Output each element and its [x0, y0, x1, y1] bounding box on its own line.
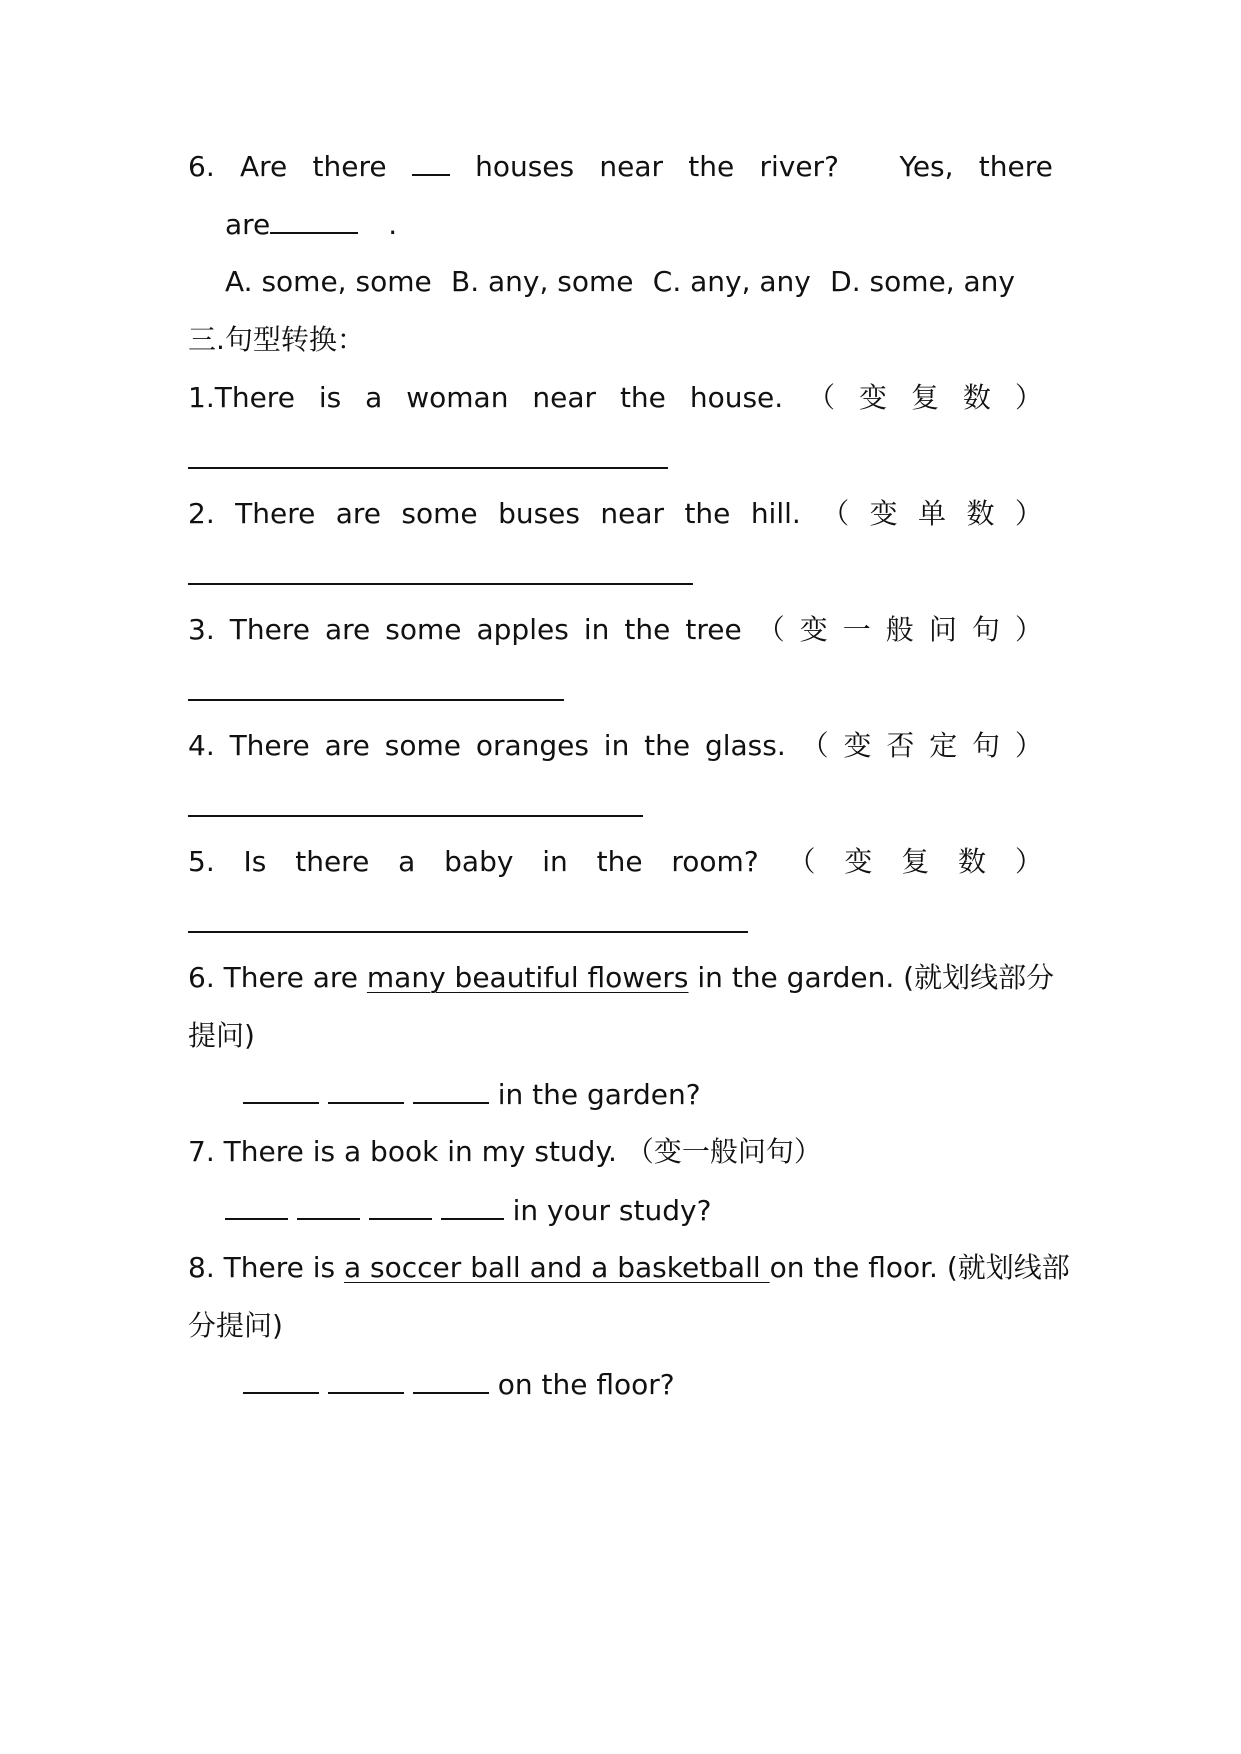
word: 句: [972, 729, 1001, 762]
answer-blank[interactable]: [243, 1074, 319, 1104]
word: 变: [859, 381, 888, 414]
word: 复: [901, 845, 930, 878]
word: ）: [1014, 497, 1043, 530]
underlined-phrase: a soccer ball and a basketball: [343, 1251, 770, 1284]
text: in your study?: [512, 1194, 712, 1227]
word: near: [600, 497, 665, 530]
word: There: [229, 613, 310, 646]
word: the: [688, 150, 735, 183]
word: 变: [799, 613, 828, 646]
word: ）: [1014, 381, 1043, 414]
word: 3.: [188, 613, 215, 646]
word: house.: [689, 381, 784, 414]
word: 2.: [188, 497, 215, 530]
word: some: [384, 729, 461, 762]
word: 句: [971, 613, 1000, 646]
answer-line-3[interactable]: [188, 699, 564, 701]
word: buses: [498, 497, 580, 530]
text: 6. There are: [188, 961, 367, 994]
answer-blank[interactable]: [225, 1190, 288, 1220]
word: the: [624, 613, 671, 646]
answer-blank[interactable]: [413, 1074, 489, 1104]
transform-item-5: [188, 842, 1043, 882]
word: ）: [1014, 729, 1043, 762]
transform-item-2: [188, 494, 1043, 534]
answer-blank[interactable]: [270, 204, 358, 234]
word: （: [800, 729, 829, 762]
text: on the floor?: [497, 1368, 675, 1401]
transform-item-8-wrap: 分提问): [188, 1309, 283, 1342]
mc-question-6-continued: [225, 204, 1090, 245]
mc-options: [225, 262, 1015, 302]
word: 般: [885, 613, 914, 646]
word: 数: [962, 381, 991, 414]
word: in: [603, 729, 630, 762]
text: in the garden. (就划线部分: [688, 961, 1055, 994]
word: some: [385, 613, 462, 646]
word: ）: [1014, 613, 1043, 646]
word: woman: [406, 381, 509, 414]
transform-item-8: [188, 1248, 1068, 1288]
word: there: [312, 150, 387, 183]
word: some: [401, 497, 478, 530]
word: houses: [475, 150, 575, 183]
answer-row-6: [243, 1074, 1108, 1115]
word: in: [583, 613, 610, 646]
word: there: [295, 845, 370, 878]
word: 变: [843, 729, 872, 762]
option-c[interactable]: C. any, any: [652, 265, 811, 298]
word: 否: [886, 729, 915, 762]
word: 复: [910, 381, 939, 414]
word: hill.: [750, 497, 801, 530]
word: Is: [243, 845, 267, 878]
answer-blank[interactable]: [243, 1364, 319, 1394]
answer-row-7: [225, 1190, 1090, 1231]
word: the: [619, 381, 666, 414]
word: there: [978, 150, 1053, 183]
word: tree: [685, 613, 742, 646]
transform-item-7: 7. There is a book in my study. （变一般问句）: [188, 1135, 822, 1168]
section-title: 三.句型转换：: [188, 323, 365, 356]
word: 1.There: [188, 381, 295, 414]
option-d[interactable]: D. some, any: [830, 265, 1015, 298]
word: the: [596, 845, 643, 878]
option-a[interactable]: A. some, some: [225, 265, 432, 298]
word: are: [335, 497, 382, 530]
transform-item-3: [188, 610, 1043, 650]
word: apples: [476, 613, 569, 646]
answer-row-8: [243, 1364, 1108, 1405]
word: near: [599, 150, 664, 183]
word: 数: [966, 497, 995, 530]
word: （: [821, 497, 850, 530]
word: 变: [844, 845, 873, 878]
transform-item-6-wrap: 提问): [188, 1019, 255, 1052]
word: are: [225, 208, 271, 241]
word: （: [807, 381, 836, 414]
word: are: [324, 729, 370, 762]
word: （: [787, 845, 816, 878]
text: on the floor. (就划线部: [769, 1251, 1070, 1284]
text: 8. There is: [188, 1251, 344, 1284]
word: near: [532, 381, 597, 414]
word: 6.: [188, 150, 215, 183]
word: There: [229, 729, 310, 762]
word: 问: [928, 613, 957, 646]
word: is: [318, 381, 342, 414]
period: .: [388, 208, 398, 241]
word: the: [644, 729, 691, 762]
transform-item-6: [188, 958, 1053, 998]
answer-blank[interactable]: [369, 1190, 432, 1220]
word: There: [235, 497, 316, 530]
word: baby: [444, 845, 514, 878]
word: 5.: [188, 845, 215, 878]
word: room?: [671, 845, 759, 878]
word: Yes,: [899, 150, 954, 183]
word: are: [324, 613, 371, 646]
answer-blank[interactable]: [412, 146, 450, 176]
word: 定: [929, 729, 958, 762]
transform-item-1: [188, 378, 1043, 418]
word: ）: [1014, 845, 1043, 878]
answer-line-5[interactable]: [188, 931, 748, 933]
answer-blank[interactable]: [413, 1364, 489, 1394]
answer-blank[interactable]: [328, 1364, 404, 1394]
word: a: [398, 845, 416, 878]
answer-line-2[interactable]: [188, 583, 693, 585]
word: 变: [869, 497, 898, 530]
option-b[interactable]: B. any, some: [450, 265, 634, 298]
text: in the garden?: [497, 1078, 701, 1111]
answer-line-1[interactable]: [188, 467, 668, 469]
word: a: [365, 381, 383, 414]
answer-line-4[interactable]: [188, 815, 643, 817]
word: oranges: [475, 729, 589, 762]
word: 一: [842, 613, 871, 646]
word: the: [684, 497, 731, 530]
word: in: [542, 845, 568, 878]
word: （: [756, 613, 785, 646]
answer-blank[interactable]: [441, 1190, 504, 1220]
word: river?: [759, 150, 839, 183]
answer-blank[interactable]: [328, 1074, 404, 1104]
word: 数: [958, 845, 987, 878]
word: 4.: [188, 729, 215, 762]
answer-blank[interactable]: [297, 1190, 360, 1220]
underlined-phrase: many beautiful flowers: [366, 961, 689, 994]
word: Are: [239, 150, 288, 183]
transform-item-4: [188, 726, 1043, 766]
mc-question-6: [188, 146, 1053, 187]
word: glass.: [704, 729, 786, 762]
word: 单: [918, 497, 947, 530]
